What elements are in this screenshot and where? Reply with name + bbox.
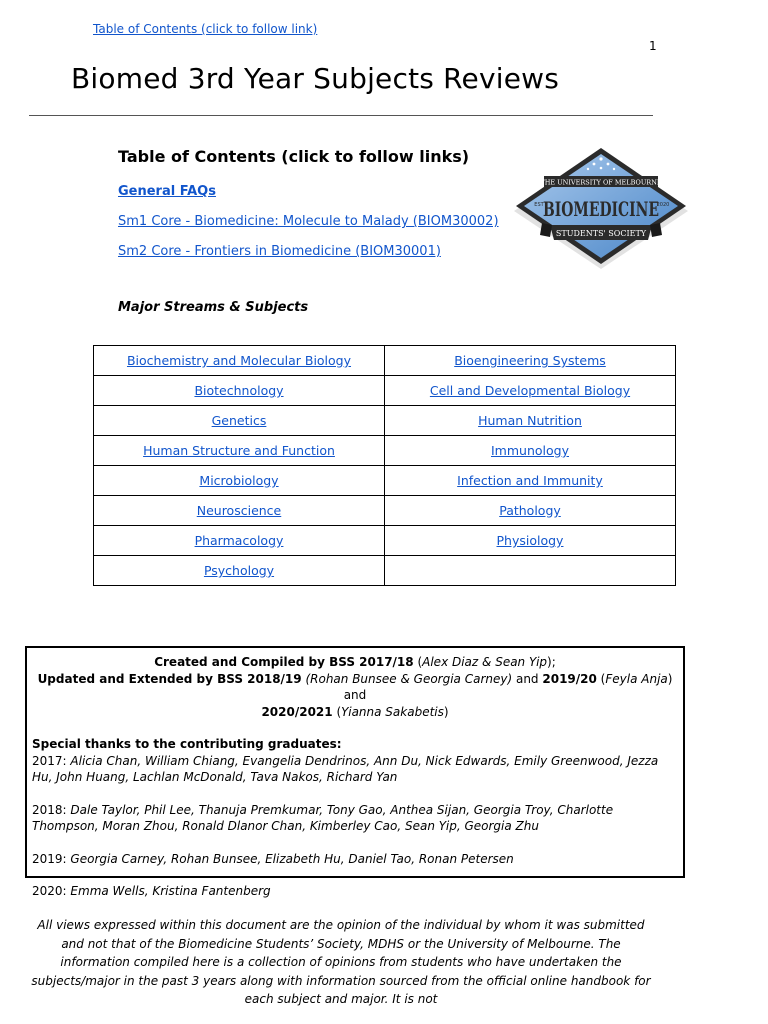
spacer (32, 786, 678, 802)
graduates-year-entry (32, 802, 678, 835)
table-cell (385, 406, 676, 436)
graduates-year-names: Alicia Chan, William Chiang, Evangelia Dendrinos, Ann Du, Nick Edwards, Emily Greenwood, Jezza Hu, John Huang, Lachlan McDonald, Tava Nakos, Richard Yan (32, 753, 659, 784)
biomedicine-society-logo (510, 143, 692, 273)
graduates-year-label: 2017: (32, 753, 67, 768)
spacer (32, 720, 678, 736)
stream-link[interactable]: Biotechnology (194, 383, 284, 398)
graduates-year-names: Georgia Carney, Rohan Bunsee, Elizabeth Hu, Daniel Tao, Ronan Petersen (70, 851, 514, 866)
table-cell (385, 436, 676, 466)
spacer (32, 835, 678, 851)
logo-est-label: EST (534, 202, 544, 208)
stream-link[interactable]: Cell and Developmental Biology (429, 383, 631, 398)
credits-2020-line (32, 704, 678, 721)
logo-ribbon-text: STUDENTS' SOCIETY (555, 229, 647, 238)
credits-compiled-label: Created and Compiled by BSS 2017/18 (154, 655, 414, 669)
toc-heading: Table of Contents (click to follow links) (118, 147, 470, 166)
credits-year-2019: 2019/20 (542, 671, 597, 686)
top-toc-link[interactable]: Table of Contents (click to follow link) (93, 22, 318, 36)
graduates-year-names: Emma Wells, Kristina Fantenberg (70, 884, 271, 898)
stream-link[interactable]: Pathology (499, 503, 561, 518)
table-cell (94, 376, 385, 406)
stream-link[interactable]: Microbiology (199, 473, 279, 488)
table-row (94, 346, 676, 376)
credits-2020-names: Yianna Sakabetis (341, 704, 444, 719)
table-cell (385, 556, 676, 586)
stream-link[interactable]: Pharmacology (194, 533, 284, 548)
document-title: Biomed 3rd Year Subjects Reviews (71, 62, 560, 95)
credits-updated-label: Updated and Extended by BSS 2018/19 (37, 671, 302, 686)
stream-link[interactable]: Physiology (496, 533, 564, 548)
graduates-year-label: 2019: (32, 851, 67, 866)
stream-link[interactable]: Neuroscience (196, 503, 282, 518)
credits-paren-open-2: ( (596, 671, 606, 686)
toc-link-sm2-core[interactable]: Sm2 Core - Frontiers in Biomedicine (BIOM30001) (118, 244, 441, 259)
credits-2019-names: Feyla Anja (605, 671, 668, 686)
spacer (32, 867, 678, 883)
credits-paren-close-2: ) and (343, 671, 673, 702)
table-cell (385, 376, 676, 406)
table-cell (94, 466, 385, 496)
graduates-list (32, 753, 678, 900)
credits-paren-close-3: ) (443, 704, 449, 719)
stream-link[interactable]: Psychology (203, 563, 275, 578)
logo-ribbon-left-tail (540, 223, 552, 237)
table-cell (94, 496, 385, 526)
table-cell (385, 346, 676, 376)
graduates-year-entry (32, 851, 678, 868)
table-cell (385, 466, 676, 496)
credits-paren-open-3: ( (332, 704, 342, 719)
table-cell (94, 556, 385, 586)
stream-link[interactable]: Genetics (211, 413, 267, 428)
credits-and: and (512, 671, 543, 686)
table-cell (94, 526, 385, 556)
major-streams-table (93, 345, 676, 586)
credits-paren-open: ( (413, 655, 423, 669)
credits-updated-names: (Rohan Bunsee & Georgia Carney) (301, 671, 513, 686)
table-cell (385, 496, 676, 526)
graduates-year-label: 2020: (32, 884, 67, 898)
title-divider (29, 115, 653, 116)
stream-link[interactable]: Bioengineering Systems (454, 353, 606, 368)
major-streams-heading: Major Streams & Subjects (118, 300, 309, 315)
stream-link[interactable]: Biochemistry and Molecular Biology (126, 353, 352, 368)
page-number: 1 (649, 39, 657, 53)
graduates-year-names: Dale Taylor, Phil Lee, Thanuja Premkumar, Tony Gao, Anthea Sijan, Georgia Troy, Charlotte Thompson, Moran Zhou, Ronald Dlanor Chan, Kimberley Cao, Sean Yip, Georgia Zhu (32, 802, 614, 833)
table-row (94, 526, 676, 556)
credits-box (25, 646, 685, 898)
table-row (94, 496, 676, 526)
logo-main-text: BIOMEDICINE (543, 197, 659, 221)
table-row (94, 556, 676, 586)
table-cell (94, 346, 385, 376)
graduates-year-label: 2018: (32, 802, 67, 817)
credits-compiled-names: Alex Diaz & Sean Yip (422, 655, 548, 669)
stream-link[interactable]: Infection and Immunity (457, 473, 603, 488)
stream-link[interactable]: Immunology (491, 443, 569, 458)
table-cell (385, 526, 676, 556)
logo-ribbon-right-tail (650, 223, 662, 237)
table-row (94, 406, 676, 436)
table-cell (94, 436, 385, 466)
logo-est-year: 2020 (656, 202, 670, 208)
toc-link-sm1-core[interactable]: Sm1 Core - Biomedicine: Molecule to Malady (BIOM30002) (118, 214, 499, 229)
graduates-year-entry (32, 753, 678, 786)
table-row (94, 376, 676, 406)
disclaimer-text: All views expressed within this document are the opinion of the individual by whom it was submitted and not that of the Biomedicine Students’ Society, MDHS or the University of Melbourne. The information compiled here is a collection of opinions from students who have undertaken the subjects/major in the past 3 years along with information sourced from the official online handbook for each subject and major. It is not (31, 918, 651, 1006)
stream-link[interactable]: Human Structure and Function (143, 443, 335, 458)
toc-link-general-faqs[interactable]: General FAQs (118, 184, 216, 199)
table-row (94, 466, 676, 496)
graduates-year-entry (32, 883, 678, 900)
thanks-heading: Special thanks to the contributing graduates: (32, 737, 342, 751)
table-row (94, 436, 676, 466)
stream-link[interactable]: Human Nutrition (478, 413, 582, 428)
table-cell (94, 406, 385, 436)
credits-year-2020: 2020/2021 (261, 704, 333, 719)
credits-updated-line (32, 671, 678, 704)
credits-paren-close: ); (547, 655, 556, 669)
credits-compiled-line (32, 654, 678, 671)
logo-university-text: THE UNIVERSITY OF MELBOURNE (540, 178, 662, 187)
